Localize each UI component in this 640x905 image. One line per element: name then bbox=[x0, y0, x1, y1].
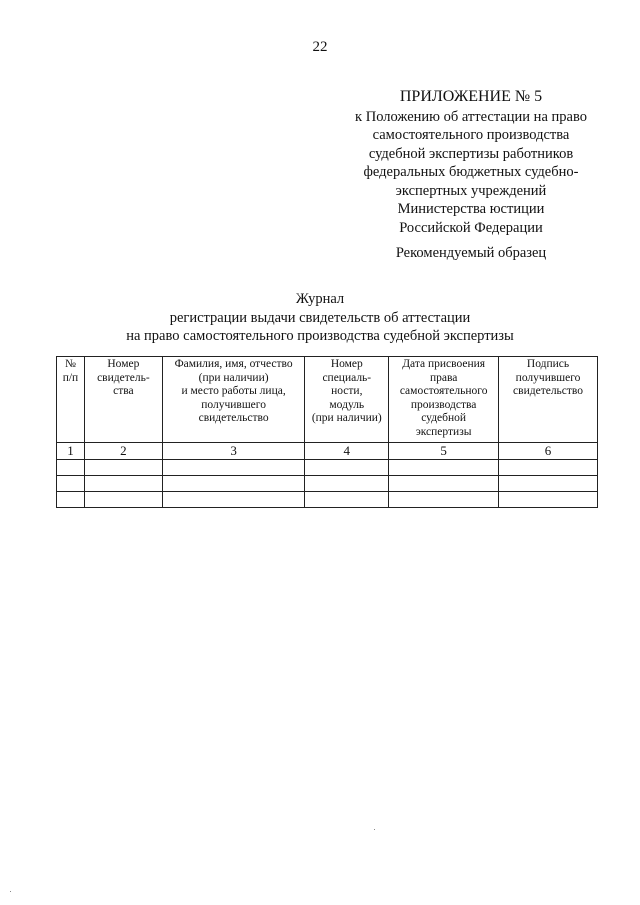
header-line: специаль- bbox=[322, 371, 372, 384]
appendix-line: Российской Федерации bbox=[399, 219, 543, 236]
header-line: свидетельство bbox=[198, 412, 269, 424]
column-number: 5 bbox=[389, 443, 499, 460]
journal-title-line: Журнал bbox=[295, 291, 345, 307]
appendix-line: экспертных учреждений bbox=[395, 182, 547, 199]
scan-speck bbox=[374, 829, 375, 830]
header-line: ности, bbox=[331, 385, 363, 397]
journal-title-line: регистрации выдачи свидетельств об аттестации bbox=[169, 309, 471, 326]
empty-cell bbox=[305, 475, 389, 491]
table-row bbox=[57, 459, 598, 475]
empty-cell bbox=[84, 491, 162, 507]
empty-cell bbox=[84, 475, 162, 491]
empty-cell bbox=[57, 459, 85, 475]
table-row bbox=[57, 475, 598, 491]
header-line: Номер bbox=[330, 358, 363, 370]
journal-table bbox=[56, 356, 598, 508]
journal-title-line: на право самостоятельного производства судебной экспертизы bbox=[126, 328, 514, 344]
empty-cell bbox=[389, 491, 499, 507]
empty-cell bbox=[162, 475, 305, 491]
column-number: 4 bbox=[305, 443, 389, 460]
empty-cell bbox=[499, 491, 598, 507]
header-line: самостоятельного bbox=[399, 385, 488, 397]
empty-cell bbox=[162, 459, 305, 475]
column-number-row bbox=[57, 443, 598, 460]
header-line: Номер bbox=[107, 358, 140, 370]
table-row bbox=[57, 491, 598, 507]
header-cell-certificate-number bbox=[84, 357, 162, 443]
column-number: 1 bbox=[57, 443, 85, 460]
header-line: Дата присвоения bbox=[402, 358, 486, 370]
table-header-row bbox=[57, 357, 598, 443]
header-line: производства bbox=[410, 398, 477, 411]
empty-cell bbox=[84, 459, 162, 475]
column-number: 6 bbox=[499, 443, 598, 460]
header-line: и место работы лица, bbox=[181, 385, 286, 397]
empty-cell bbox=[57, 491, 85, 507]
header-cell-row-number bbox=[57, 357, 85, 443]
header-line: модуль bbox=[329, 398, 365, 411]
empty-cell bbox=[499, 459, 598, 475]
header-cell-signature bbox=[499, 357, 598, 443]
column-number: 2 bbox=[84, 443, 162, 460]
header-line: права bbox=[429, 371, 458, 384]
appendix-line: самостоятельного производства bbox=[372, 127, 570, 143]
header-line: (при наличии) bbox=[198, 371, 269, 384]
empty-cell bbox=[305, 491, 389, 507]
header-line: (при наличии) bbox=[311, 412, 382, 424]
header-line: ства bbox=[113, 385, 134, 397]
header-line: экспертизы bbox=[415, 425, 472, 438]
header-line: получившего bbox=[515, 371, 581, 384]
journal-title bbox=[0, 290, 640, 346]
header-cell-full-name bbox=[162, 357, 305, 443]
recommended-sample-label: Рекомендуемый образец bbox=[395, 245, 547, 261]
header-line: судебной bbox=[421, 412, 467, 424]
appendix-line: Министерства юстиции bbox=[397, 201, 545, 217]
header-line: Фамилия, имя, отчество bbox=[174, 358, 293, 370]
appendix-line: федеральных бюджетных судебно- bbox=[363, 164, 579, 180]
header-line: п/п bbox=[62, 371, 79, 384]
appendix-line: к Положению об аттестации на право bbox=[355, 108, 587, 125]
appendix-line: судебной экспертизы работников bbox=[368, 145, 574, 162]
column-number: 3 bbox=[162, 443, 305, 460]
scan-speck bbox=[10, 891, 11, 892]
header-line: получившего bbox=[201, 398, 266, 411]
header-line: свидетель- bbox=[97, 371, 150, 384]
empty-cell bbox=[57, 475, 85, 491]
empty-cell bbox=[389, 475, 499, 491]
header-cell-specialty-number bbox=[305, 357, 389, 443]
empty-cell bbox=[499, 475, 598, 491]
page-number: 22 bbox=[312, 39, 328, 55]
empty-cell bbox=[305, 459, 389, 475]
empty-cell bbox=[389, 459, 499, 475]
empty-cell bbox=[162, 491, 305, 507]
appendix-title: ПРИЛОЖЕНИЕ № 5 bbox=[399, 88, 543, 105]
header-line: № bbox=[64, 358, 76, 370]
header-line: свидетельство bbox=[513, 385, 584, 397]
header-line: Подпись bbox=[526, 358, 570, 370]
header-cell-grant-date bbox=[389, 357, 499, 443]
appendix-block bbox=[330, 88, 612, 237]
